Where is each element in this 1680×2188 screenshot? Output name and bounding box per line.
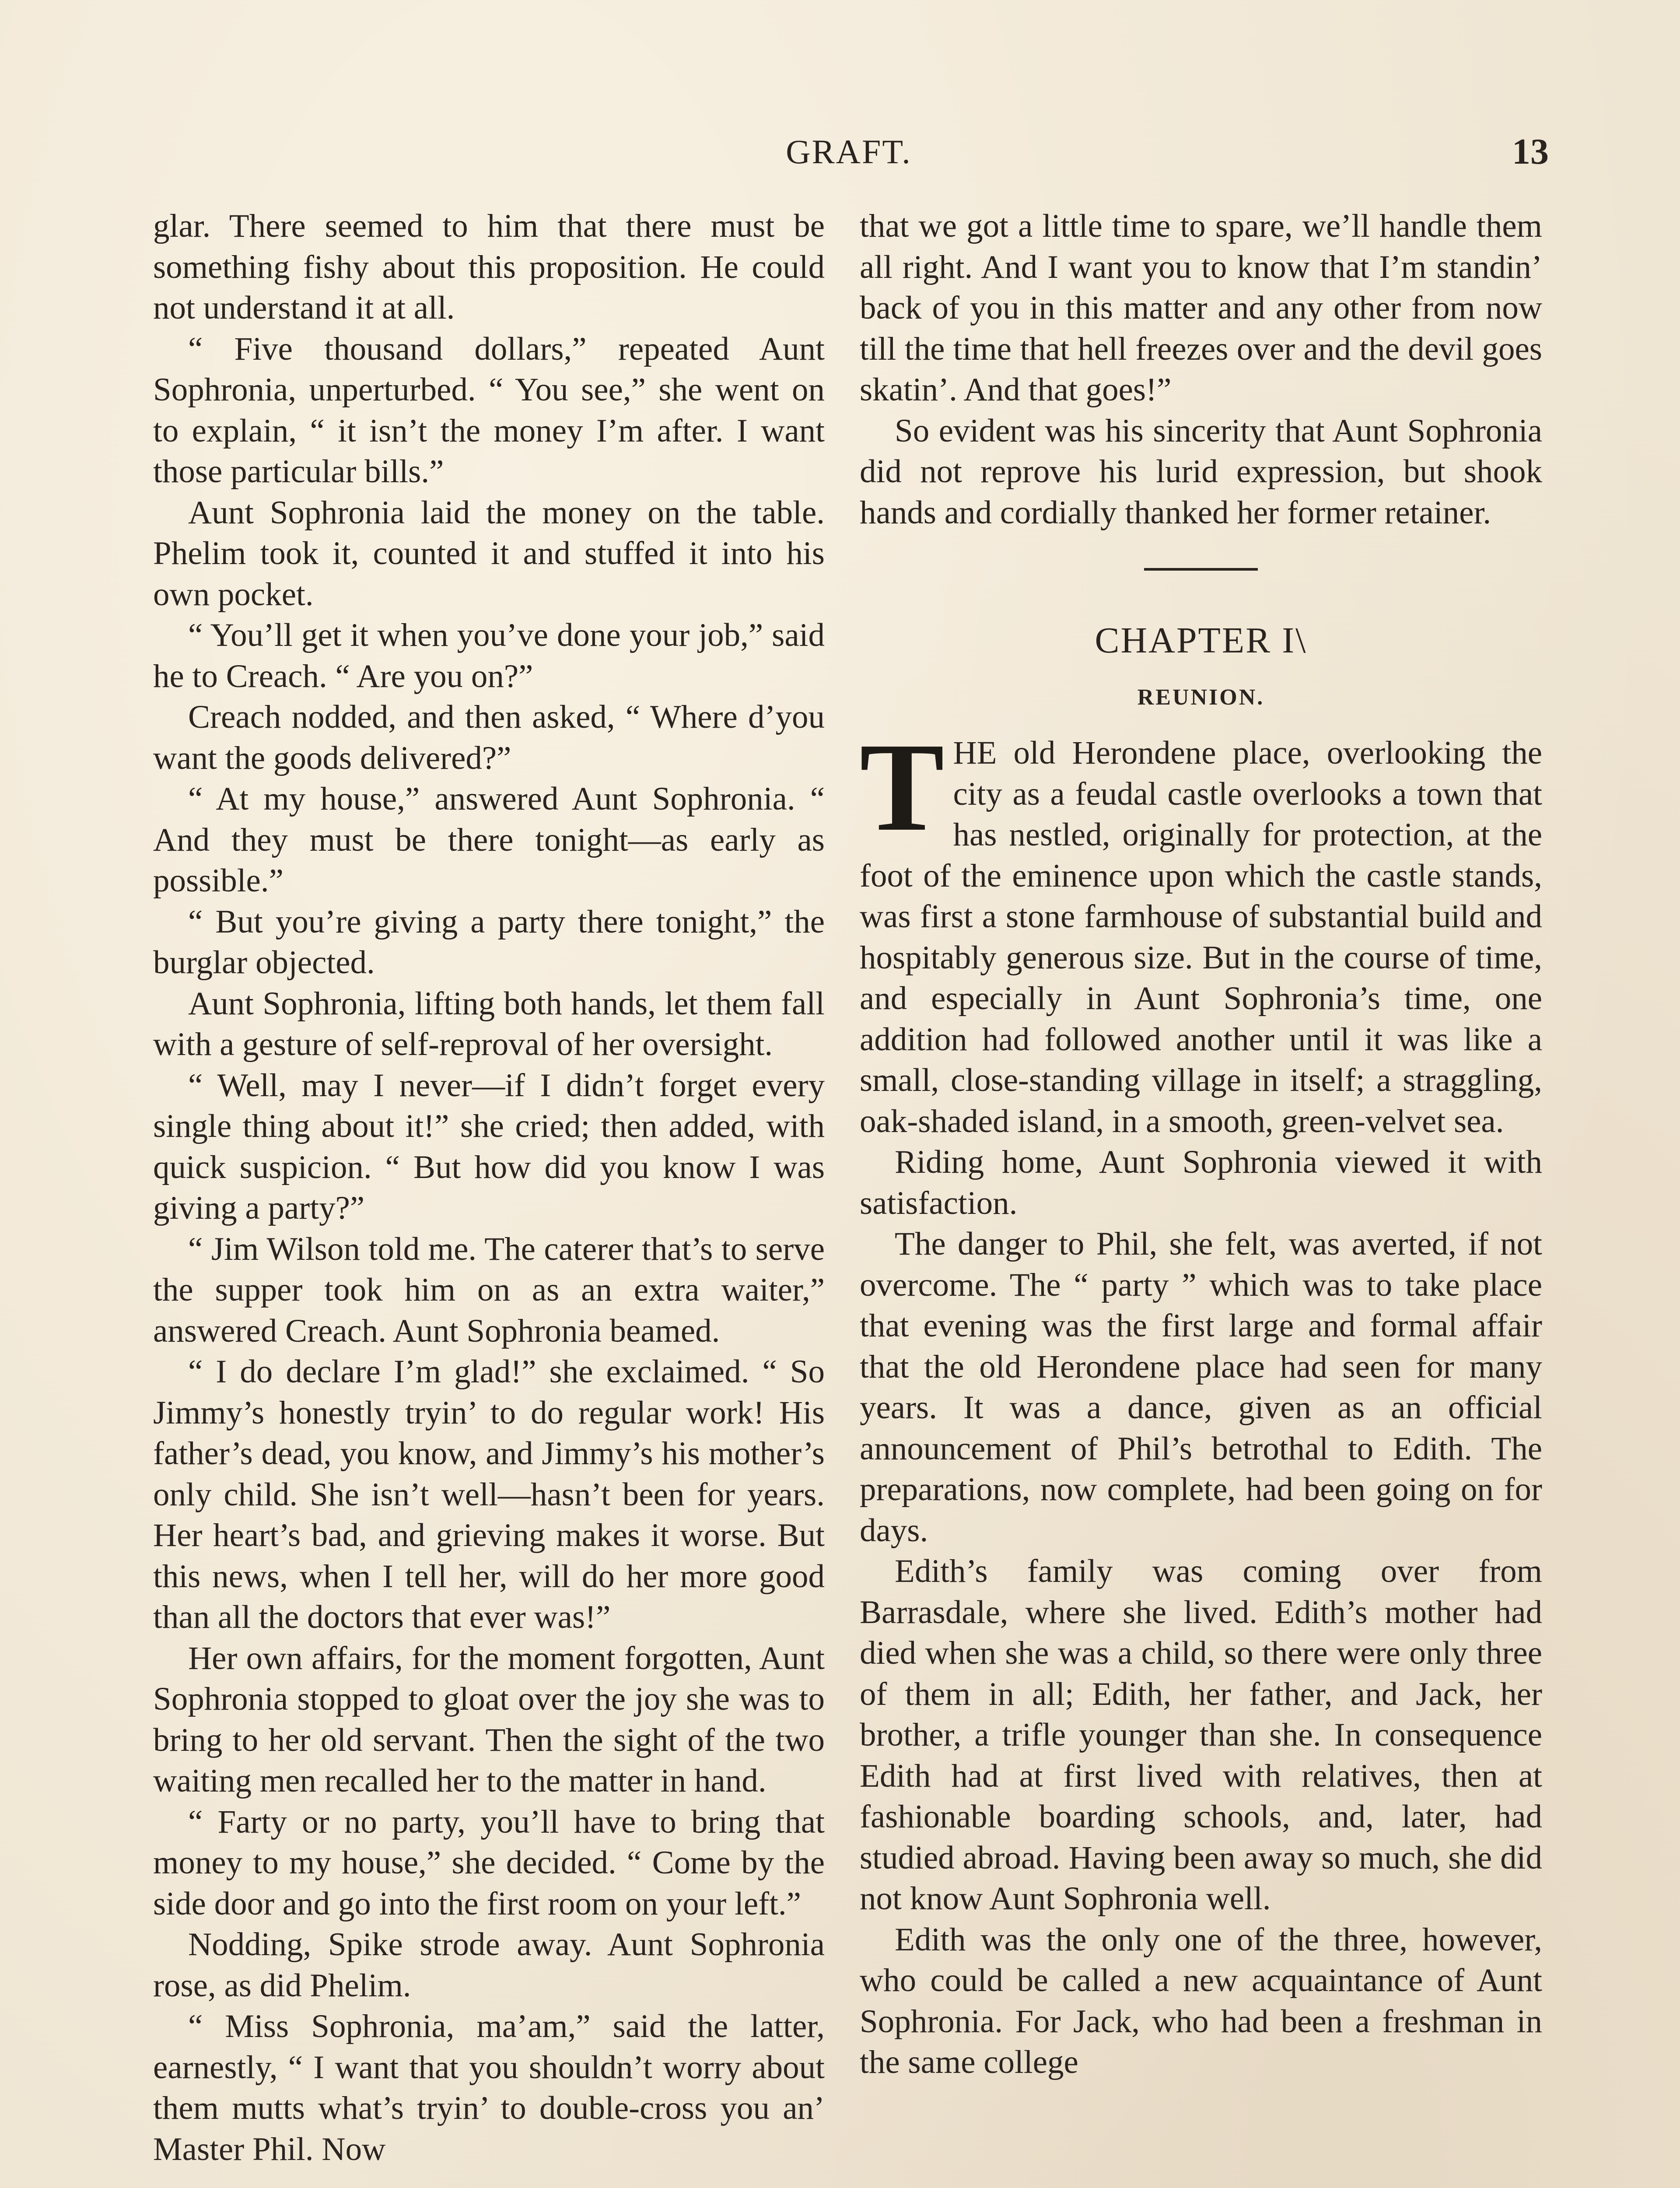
- page-number: 13: [1512, 131, 1549, 172]
- paragraph: Her own affairs, for the moment forgotten, Aunt Sophronia stopped to gloat over the joy she was to bring to her old servant. Then the sight of the two waiting men recalled her to the matter in hand.: [153, 1640, 825, 1799]
- right-column: [860, 206, 1542, 2083]
- paragraph: glar. There seemed to him that there must be something fishy about this proposition. He could not understand it at all.: [153, 208, 825, 326]
- chapter-heading: CHAPTER I\: [1095, 620, 1307, 661]
- paragraph: Edith was the only one of the three, however, who could be called a new acquaintance of Aunt Sophronia. For Jack, who had been a freshman in the same college: [860, 1921, 1542, 2080]
- paragraph: The danger to Phil, she felt, was averted, if not overcome. The “ party ” which was to take place that evening was the first large and formal affair that the old Herondene place had seen for many years. It was a dance, given as an official announcement of Phil’s betrothal to Edith. The preparations, now complete, had been going on for days.: [860, 1226, 1542, 1549]
- left-column: [153, 206, 825, 2170]
- paragraph: “ At my house,” answered Aunt Sophronia. “ And they must be there tonight—as early as possible.”: [153, 781, 825, 899]
- opening-text: HE old Herondene place, overlooking the city as a feudal castle overlooks a town that has nestled, originally for protection, at the foot of the eminence upon which the castle stands, was first a stone farmhouse of substantial build and hospitably generous size. But in the course of time, and especially in Aunt Sophronia’s time, one addition had followed another until it was like a small, close-standing village in itself; a straggling, oak-shaded island, in a smooth, green-velvet sea.: [860, 735, 1542, 1140]
- drop-cap: T: [860, 717, 945, 857]
- paragraph: “ Miss Sophronia, ma’am,” said the latter, earnestly, “ I want that you shouldn’t worry about them mutts what’s tryin’ to double-cross you an’ Master Phil. Now: [153, 2008, 825, 2167]
- paragraph: Edith’s family was coming over from Barrasdale, where she lived. Edith’s mother had died when she was a child, so there were only three of them in all; Edith, her father, and Jack, her brother, a trifle younger than she. In consequence Edith had at first lived with relatives, then at fashionable boarding schools, and, later, had studied abroad. Having been away so much, she did not know Aunt Sophronia well.: [860, 1553, 1542, 1917]
- chapter-subheading: REUNION.: [1137, 685, 1265, 710]
- paragraph: “ I do declare I’m glad!” she exclaimed. “ So Jimmy’s honestly tryin’ to do regular work! His father’s dead, you know, and Jimmy’s his mother’s only child. She isn’t well—hasn’t been for years. Her heart’s bad, and grieving makes it worse. But this news, when I tell her, will do her more good than all the doctors that ever was!”: [153, 1353, 825, 1635]
- paragraph: Riding home, Aunt Sophronia viewed it with satisfaction.: [860, 1144, 1542, 1221]
- paragraph: Aunt Sophronia, lifting both hands, let them fall with a gesture of self-reproval of her oversight.: [153, 985, 825, 1062]
- paragraph: “ Five thousand dollars,” repeated Aunt Sophronia, unperturbed. “ You see,” she went on to explain, “ it isn’t the money I’m after. I want those particular bills.”: [153, 330, 825, 490]
- paragraph: Aunt Sophronia laid the money on the table. Phelim took it, counted it and stuffed it into his own pocket.: [153, 494, 825, 613]
- paragraph: So evident was his sincerity that Aunt Sophronia did not reprove his lurid expression, but shook hands and cordially thanked her former retainer.: [860, 412, 1542, 531]
- section-divider: [1144, 568, 1258, 571]
- paragraph: “ But you’re giving a party there tonight,” the burglar objected.: [153, 903, 825, 981]
- paragraph: Nodding, Spike strode away. Aunt Sophronia rose, as did Phelim.: [153, 1926, 825, 2004]
- paragraph: “ You’ll get it when you’ve done your job,” said he to Creach. “ Are you on?”: [153, 617, 825, 694]
- paragraph: “ Farty or no party, you’ll have to bring that money to my house,” she decided. “ Come by the side door and go into the first room on your left.”: [153, 1803, 825, 1922]
- paragraph: “ Well, may I never—if I didn’t forget every single thing about it!” she cried; then added, with quick suspicion. “ But how did you know I was giving a party?”: [153, 1067, 825, 1226]
- paragraph: that we got a little time to spare, we’ll handle them all right. And I want you to know that I’m standin’ back of you in this matter and any other from now till the time that hell freezes over and the devil goes skatin’. And that goes!”: [860, 208, 1542, 408]
- paragraph: Creach nodded, and then asked, “ Where d’you want the goods delivered?”: [153, 699, 825, 776]
- chapter-opening-paragraph: [860, 717, 1542, 1142]
- paragraph: “ Jim Wilson told me. The caterer that’s to serve the supper took him on as an extra waiter,” answered Creach. Aunt Sophronia beamed.: [153, 1231, 825, 1349]
- running-title: GRAFT.: [786, 133, 912, 171]
- running-head: [149, 127, 1549, 175]
